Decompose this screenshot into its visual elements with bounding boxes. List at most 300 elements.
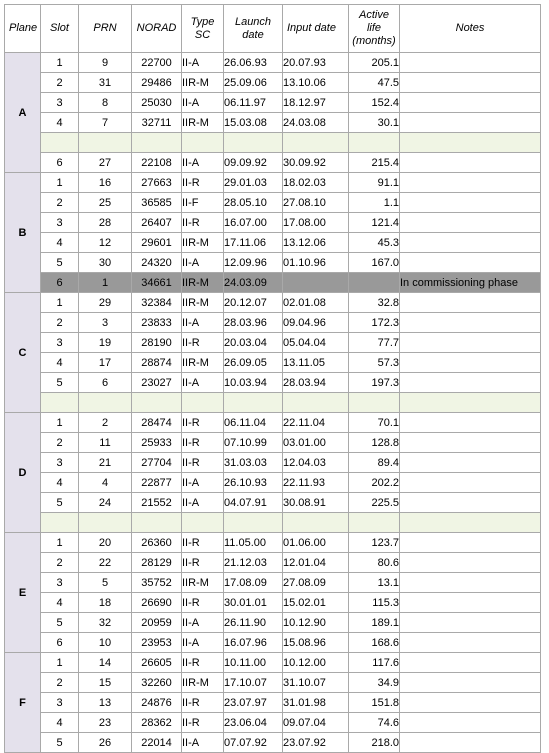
satellite-row [5, 693, 541, 713]
satellite-row [5, 353, 541, 373]
active-life-cell: 89.4 [349, 453, 400, 473]
input-date-cell: 18.02.03 [283, 173, 349, 193]
satellite-row [5, 113, 541, 133]
satellite-row [5, 433, 541, 453]
launch-date-cell: 10.03.94 [224, 373, 283, 393]
type-cell: II-A [182, 153, 224, 173]
active-life-cell: 215.4 [349, 153, 400, 173]
notes-cell [400, 113, 541, 133]
plane-label: D [5, 413, 41, 533]
type-cell: II-R [182, 653, 224, 673]
prn-cell: 22 [79, 553, 132, 573]
active-life-cell: 152.4 [349, 93, 400, 113]
norad-cell: 22877 [132, 473, 182, 493]
table-body [5, 53, 541, 753]
header-input-date: Input date [283, 5, 349, 53]
satellite-row [5, 593, 541, 613]
slot-cell: 1 [41, 413, 79, 433]
slot-cell: 5 [41, 373, 79, 393]
plane-label: F [5, 653, 41, 753]
norad-cell: 26690 [132, 593, 182, 613]
notes-cell [400, 373, 541, 393]
empty-cell [79, 133, 132, 153]
slot-cell: 2 [41, 433, 79, 453]
satellite-row [5, 573, 541, 593]
input-date-cell: 30.09.92 [283, 153, 349, 173]
notes-cell [400, 493, 541, 513]
active-life-cell: 1.1 [349, 193, 400, 213]
norad-cell: 22700 [132, 53, 182, 73]
empty-cell [41, 513, 79, 533]
slot-cell: 3 [41, 693, 79, 713]
launch-date-cell: 17.08.09 [224, 573, 283, 593]
norad-cell: 32384 [132, 293, 182, 313]
slot-cell: 5 [41, 613, 79, 633]
notes-cell: In commissioning phase [400, 273, 541, 293]
slot-cell: 1 [41, 293, 79, 313]
norad-cell: 23953 [132, 633, 182, 653]
notes-cell [400, 553, 541, 573]
type-cell: II-A [182, 493, 224, 513]
type-cell: II-A [182, 253, 224, 273]
empty-cell [400, 513, 541, 533]
slot-cell: 2 [41, 193, 79, 213]
norad-cell: 36585 [132, 193, 182, 213]
norad-cell: 28362 [132, 713, 182, 733]
launch-date-cell: 24.03.09 [224, 273, 283, 293]
notes-cell [400, 293, 541, 313]
active-life-cell: 128.8 [349, 433, 400, 453]
empty-slot-row [5, 133, 541, 153]
norad-cell: 25933 [132, 433, 182, 453]
prn-cell: 12 [79, 233, 132, 253]
slot-cell: 1 [41, 173, 79, 193]
type-cell: II-R [182, 433, 224, 453]
prn-cell: 1 [79, 273, 132, 293]
input-date-cell: 01.06.00 [283, 533, 349, 553]
prn-cell: 28 [79, 213, 132, 233]
input-date-cell: 13.11.05 [283, 353, 349, 373]
prn-cell: 4 [79, 473, 132, 493]
slot-cell: 1 [41, 533, 79, 553]
notes-cell [400, 333, 541, 353]
launch-date-cell: 31.03.03 [224, 453, 283, 473]
satellite-row [5, 673, 541, 693]
type-cell: II-R [182, 453, 224, 473]
norad-cell: 28190 [132, 333, 182, 353]
prn-cell: 29 [79, 293, 132, 313]
slot-cell: 3 [41, 453, 79, 473]
prn-cell: 17 [79, 353, 132, 373]
slot-cell: 6 [41, 273, 79, 293]
input-date-cell: 12.01.04 [283, 553, 349, 573]
active-life-cell: 151.8 [349, 693, 400, 713]
active-life-cell: 168.6 [349, 633, 400, 653]
notes-cell [400, 673, 541, 693]
empty-cell [224, 393, 283, 413]
type-cell: II-R [182, 333, 224, 353]
norad-cell: 25030 [132, 93, 182, 113]
active-life-cell: 123.7 [349, 533, 400, 553]
slot-cell: 2 [41, 553, 79, 573]
header-type-line2: SC [194, 28, 211, 41]
empty-cell [349, 393, 400, 413]
notes-cell [400, 353, 541, 373]
header-active-line2: life [366, 22, 382, 34]
active-life-cell: 34.9 [349, 673, 400, 693]
norad-cell: 24876 [132, 693, 182, 713]
input-date-cell: 30.08.91 [283, 493, 349, 513]
notes-cell [400, 53, 541, 73]
active-life-cell: 225.5 [349, 493, 400, 513]
empty-cell [132, 513, 182, 533]
launch-date-cell: 07.07.92 [224, 733, 283, 753]
header-slot: Slot [41, 5, 79, 53]
input-date-cell: 15.08.96 [283, 633, 349, 653]
launch-date-cell: 16.07.96 [224, 633, 283, 653]
slot-cell: 2 [41, 73, 79, 93]
active-life-cell: 57.3 [349, 353, 400, 373]
empty-cell [79, 393, 132, 413]
slot-cell: 4 [41, 713, 79, 733]
active-life-cell: 172.3 [349, 313, 400, 333]
active-life-cell: 74.6 [349, 713, 400, 733]
satellite-row [5, 93, 541, 113]
active-life-cell: 189.1 [349, 613, 400, 633]
type-cell: IIR-M [182, 233, 224, 253]
notes-cell [400, 313, 541, 333]
input-date-cell: 05.04.04 [283, 333, 349, 353]
satellite-row [5, 373, 541, 393]
empty-cell [41, 133, 79, 153]
empty-cell [41, 393, 79, 413]
type-cell: II-A [182, 613, 224, 633]
prn-cell: 7 [79, 113, 132, 133]
header-launch-line2: date [242, 28, 264, 41]
empty-cell [224, 133, 283, 153]
norad-cell: 34661 [132, 273, 182, 293]
plane-label: A [5, 53, 41, 173]
type-cell: II-R [182, 593, 224, 613]
launch-date-cell: 07.10.99 [224, 433, 283, 453]
type-cell: II-R [182, 553, 224, 573]
slot-cell: 2 [41, 313, 79, 333]
active-life-cell: 197.3 [349, 373, 400, 393]
satellite-row [5, 453, 541, 473]
active-life-cell: 13.1 [349, 573, 400, 593]
empty-cell [132, 133, 182, 153]
empty-cell [79, 513, 132, 533]
notes-cell [400, 73, 541, 93]
active-life-cell: 70.1 [349, 413, 400, 433]
prn-cell: 9 [79, 53, 132, 73]
launch-date-cell: 25.09.06 [224, 73, 283, 93]
input-date-cell: 15.02.01 [283, 593, 349, 613]
input-date-cell: 17.08.00 [283, 213, 349, 233]
type-cell: II-R [182, 213, 224, 233]
plane-label: B [5, 173, 41, 293]
empty-cell [182, 133, 224, 153]
header-prn: PRN [79, 5, 132, 53]
satellite-row [5, 713, 541, 733]
active-life-cell: 47.5 [349, 73, 400, 93]
slot-cell: 5 [41, 733, 79, 753]
slot-cell: 3 [41, 333, 79, 353]
satellite-row [5, 653, 541, 673]
header-active-line1: Active [359, 9, 389, 21]
active-life-cell: 91.1 [349, 173, 400, 193]
empty-cell [283, 393, 349, 413]
satellite-row [5, 73, 541, 93]
satellite-row-highlighted [5, 273, 541, 293]
launch-date-cell: 06.11.97 [224, 93, 283, 113]
type-cell: IIR-M [182, 353, 224, 373]
input-date-cell: 02.01.08 [283, 293, 349, 313]
norad-cell: 28874 [132, 353, 182, 373]
input-date-cell: 22.11.04 [283, 413, 349, 433]
slot-cell: 4 [41, 113, 79, 133]
notes-cell [400, 413, 541, 433]
type-cell: II-R [182, 173, 224, 193]
prn-cell: 19 [79, 333, 132, 353]
notes-cell [400, 573, 541, 593]
empty-slot-row [5, 513, 541, 533]
header-launch-line1: Launch [234, 15, 272, 28]
prn-cell: 14 [79, 653, 132, 673]
launch-date-cell: 23.06.04 [224, 713, 283, 733]
slot-cell: 4 [41, 473, 79, 493]
slot-cell: 4 [41, 353, 79, 373]
input-date-cell: 12.04.03 [283, 453, 349, 473]
type-cell: II-A [182, 373, 224, 393]
prn-cell: 15 [79, 673, 132, 693]
prn-cell: 16 [79, 173, 132, 193]
active-life-cell: 30.1 [349, 113, 400, 133]
notes-cell [400, 693, 541, 713]
norad-cell: 29486 [132, 73, 182, 93]
launch-date-cell: 28.03.96 [224, 313, 283, 333]
input-date-cell [283, 273, 349, 293]
active-life-cell: 115.3 [349, 593, 400, 613]
input-date-cell: 20.07.93 [283, 53, 349, 73]
slot-cell: 1 [41, 53, 79, 73]
slot-cell: 6 [41, 153, 79, 173]
satellite-row [5, 293, 541, 313]
prn-cell: 2 [79, 413, 132, 433]
empty-cell [182, 393, 224, 413]
type-cell: IIR-M [182, 673, 224, 693]
notes-cell [400, 173, 541, 193]
slot-cell: 1 [41, 653, 79, 673]
satellite-row [5, 213, 541, 233]
norad-cell: 23833 [132, 313, 182, 333]
type-cell: IIR-M [182, 293, 224, 313]
active-life-cell: 80.6 [349, 553, 400, 573]
header-type-line1: Type [190, 15, 215, 28]
type-cell: II-R [182, 713, 224, 733]
prn-cell: 21 [79, 453, 132, 473]
empty-cell [283, 513, 349, 533]
active-life-cell: 77.7 [349, 333, 400, 353]
header-type-sc [182, 5, 224, 53]
input-date-cell: 13.10.06 [283, 73, 349, 93]
notes-cell [400, 253, 541, 273]
satellite-row [5, 333, 541, 353]
norad-cell: 22108 [132, 153, 182, 173]
slot-cell: 4 [41, 233, 79, 253]
launch-date-cell: 16.07.00 [224, 213, 283, 233]
satellite-row [5, 413, 541, 433]
satellite-row [5, 733, 541, 753]
plane-label: C [5, 293, 41, 413]
prn-cell: 13 [79, 693, 132, 713]
norad-cell: 32711 [132, 113, 182, 133]
input-date-cell: 09.04.96 [283, 313, 349, 333]
launch-date-cell: 21.12.03 [224, 553, 283, 573]
notes-cell [400, 233, 541, 253]
type-cell: II-A [182, 733, 224, 753]
norad-cell: 27663 [132, 173, 182, 193]
notes-cell [400, 633, 541, 653]
notes-cell [400, 93, 541, 113]
satellite-row [5, 53, 541, 73]
header-active-life [349, 5, 400, 53]
satellite-row [5, 493, 541, 513]
norad-cell: 20959 [132, 613, 182, 633]
input-date-cell: 01.10.96 [283, 253, 349, 273]
launch-date-cell: 30.01.01 [224, 593, 283, 613]
active-life-cell: 32.8 [349, 293, 400, 313]
norad-cell: 26407 [132, 213, 182, 233]
prn-cell: 18 [79, 593, 132, 613]
norad-cell: 22014 [132, 733, 182, 753]
satellite-row [5, 633, 541, 653]
active-life-cell: 202.2 [349, 473, 400, 493]
empty-cell [349, 133, 400, 153]
launch-date-cell: 28.05.10 [224, 193, 283, 213]
input-date-cell: 18.12.97 [283, 93, 349, 113]
prn-cell: 23 [79, 713, 132, 733]
norad-cell: 28129 [132, 553, 182, 573]
type-cell: II-R [182, 413, 224, 433]
satellite-row [5, 173, 541, 193]
active-life-cell: 205.1 [349, 53, 400, 73]
satellite-row [5, 193, 541, 213]
prn-cell: 25 [79, 193, 132, 213]
type-cell: II-R [182, 693, 224, 713]
active-life-cell: 218.0 [349, 733, 400, 753]
input-date-cell: 27.08.10 [283, 193, 349, 213]
satellite-row [5, 473, 541, 493]
empty-cell [182, 513, 224, 533]
input-date-cell: 24.03.08 [283, 113, 349, 133]
notes-cell [400, 713, 541, 733]
type-cell: II-A [182, 473, 224, 493]
input-date-cell: 31.01.98 [283, 693, 349, 713]
empty-slot-row [5, 393, 541, 413]
notes-cell [400, 453, 541, 473]
slot-cell: 5 [41, 253, 79, 273]
active-life-cell: 167.0 [349, 253, 400, 273]
prn-cell: 32 [79, 613, 132, 633]
satellite-row [5, 153, 541, 173]
satellite-row [5, 253, 541, 273]
launch-date-cell: 20.12.07 [224, 293, 283, 313]
constellation-status-table [4, 4, 541, 753]
type-cell: IIR-M [182, 73, 224, 93]
launch-date-cell: 15.03.08 [224, 113, 283, 133]
type-cell: II-R [182, 533, 224, 553]
empty-cell [283, 133, 349, 153]
launch-date-cell: 23.07.97 [224, 693, 283, 713]
slot-cell: 3 [41, 93, 79, 113]
prn-cell: 8 [79, 93, 132, 113]
slot-cell: 6 [41, 633, 79, 653]
type-cell: II-A [182, 53, 224, 73]
prn-cell: 26 [79, 733, 132, 753]
launch-date-cell: 06.11.04 [224, 413, 283, 433]
header-notes: Notes [400, 5, 541, 53]
satellite-row [5, 613, 541, 633]
type-cell: IIR-M [182, 113, 224, 133]
launch-date-cell: 26.06.93 [224, 53, 283, 73]
norad-cell: 27704 [132, 453, 182, 473]
notes-cell [400, 213, 541, 233]
header-plane: Plane [5, 5, 41, 53]
slot-cell: 5 [41, 493, 79, 513]
prn-cell: 27 [79, 153, 132, 173]
prn-cell: 31 [79, 73, 132, 93]
empty-cell [400, 393, 541, 413]
prn-cell: 24 [79, 493, 132, 513]
launch-date-cell: 29.01.03 [224, 173, 283, 193]
launch-date-cell: 17.11.06 [224, 233, 283, 253]
header-active-line3: (months) [352, 35, 396, 47]
empty-cell [224, 513, 283, 533]
active-life-cell: 121.4 [349, 213, 400, 233]
input-date-cell: 28.03.94 [283, 373, 349, 393]
norad-cell: 29601 [132, 233, 182, 253]
notes-cell [400, 153, 541, 173]
type-cell: II-A [182, 93, 224, 113]
norad-cell: 32260 [132, 673, 182, 693]
launch-date-cell: 12.09.96 [224, 253, 283, 273]
launch-date-cell: 11.05.00 [224, 533, 283, 553]
input-date-cell: 13.12.06 [283, 233, 349, 253]
prn-cell: 6 [79, 373, 132, 393]
active-life-cell: 117.6 [349, 653, 400, 673]
notes-cell [400, 593, 541, 613]
launch-date-cell: 20.03.04 [224, 333, 283, 353]
norad-cell: 21552 [132, 493, 182, 513]
input-date-cell: 10.12.90 [283, 613, 349, 633]
norad-cell: 35752 [132, 573, 182, 593]
prn-cell: 10 [79, 633, 132, 653]
active-life-cell: 45.3 [349, 233, 400, 253]
input-date-cell: 09.07.04 [283, 713, 349, 733]
type-cell: II-A [182, 633, 224, 653]
notes-cell [400, 533, 541, 553]
notes-cell [400, 193, 541, 213]
header-norad: NORAD [132, 5, 182, 53]
norad-cell: 26360 [132, 533, 182, 553]
satellite-row [5, 313, 541, 333]
launch-date-cell: 10.11.00 [224, 653, 283, 673]
empty-cell [132, 393, 182, 413]
norad-cell: 24320 [132, 253, 182, 273]
satellite-row [5, 553, 541, 573]
input-date-cell: 22.11.93 [283, 473, 349, 493]
